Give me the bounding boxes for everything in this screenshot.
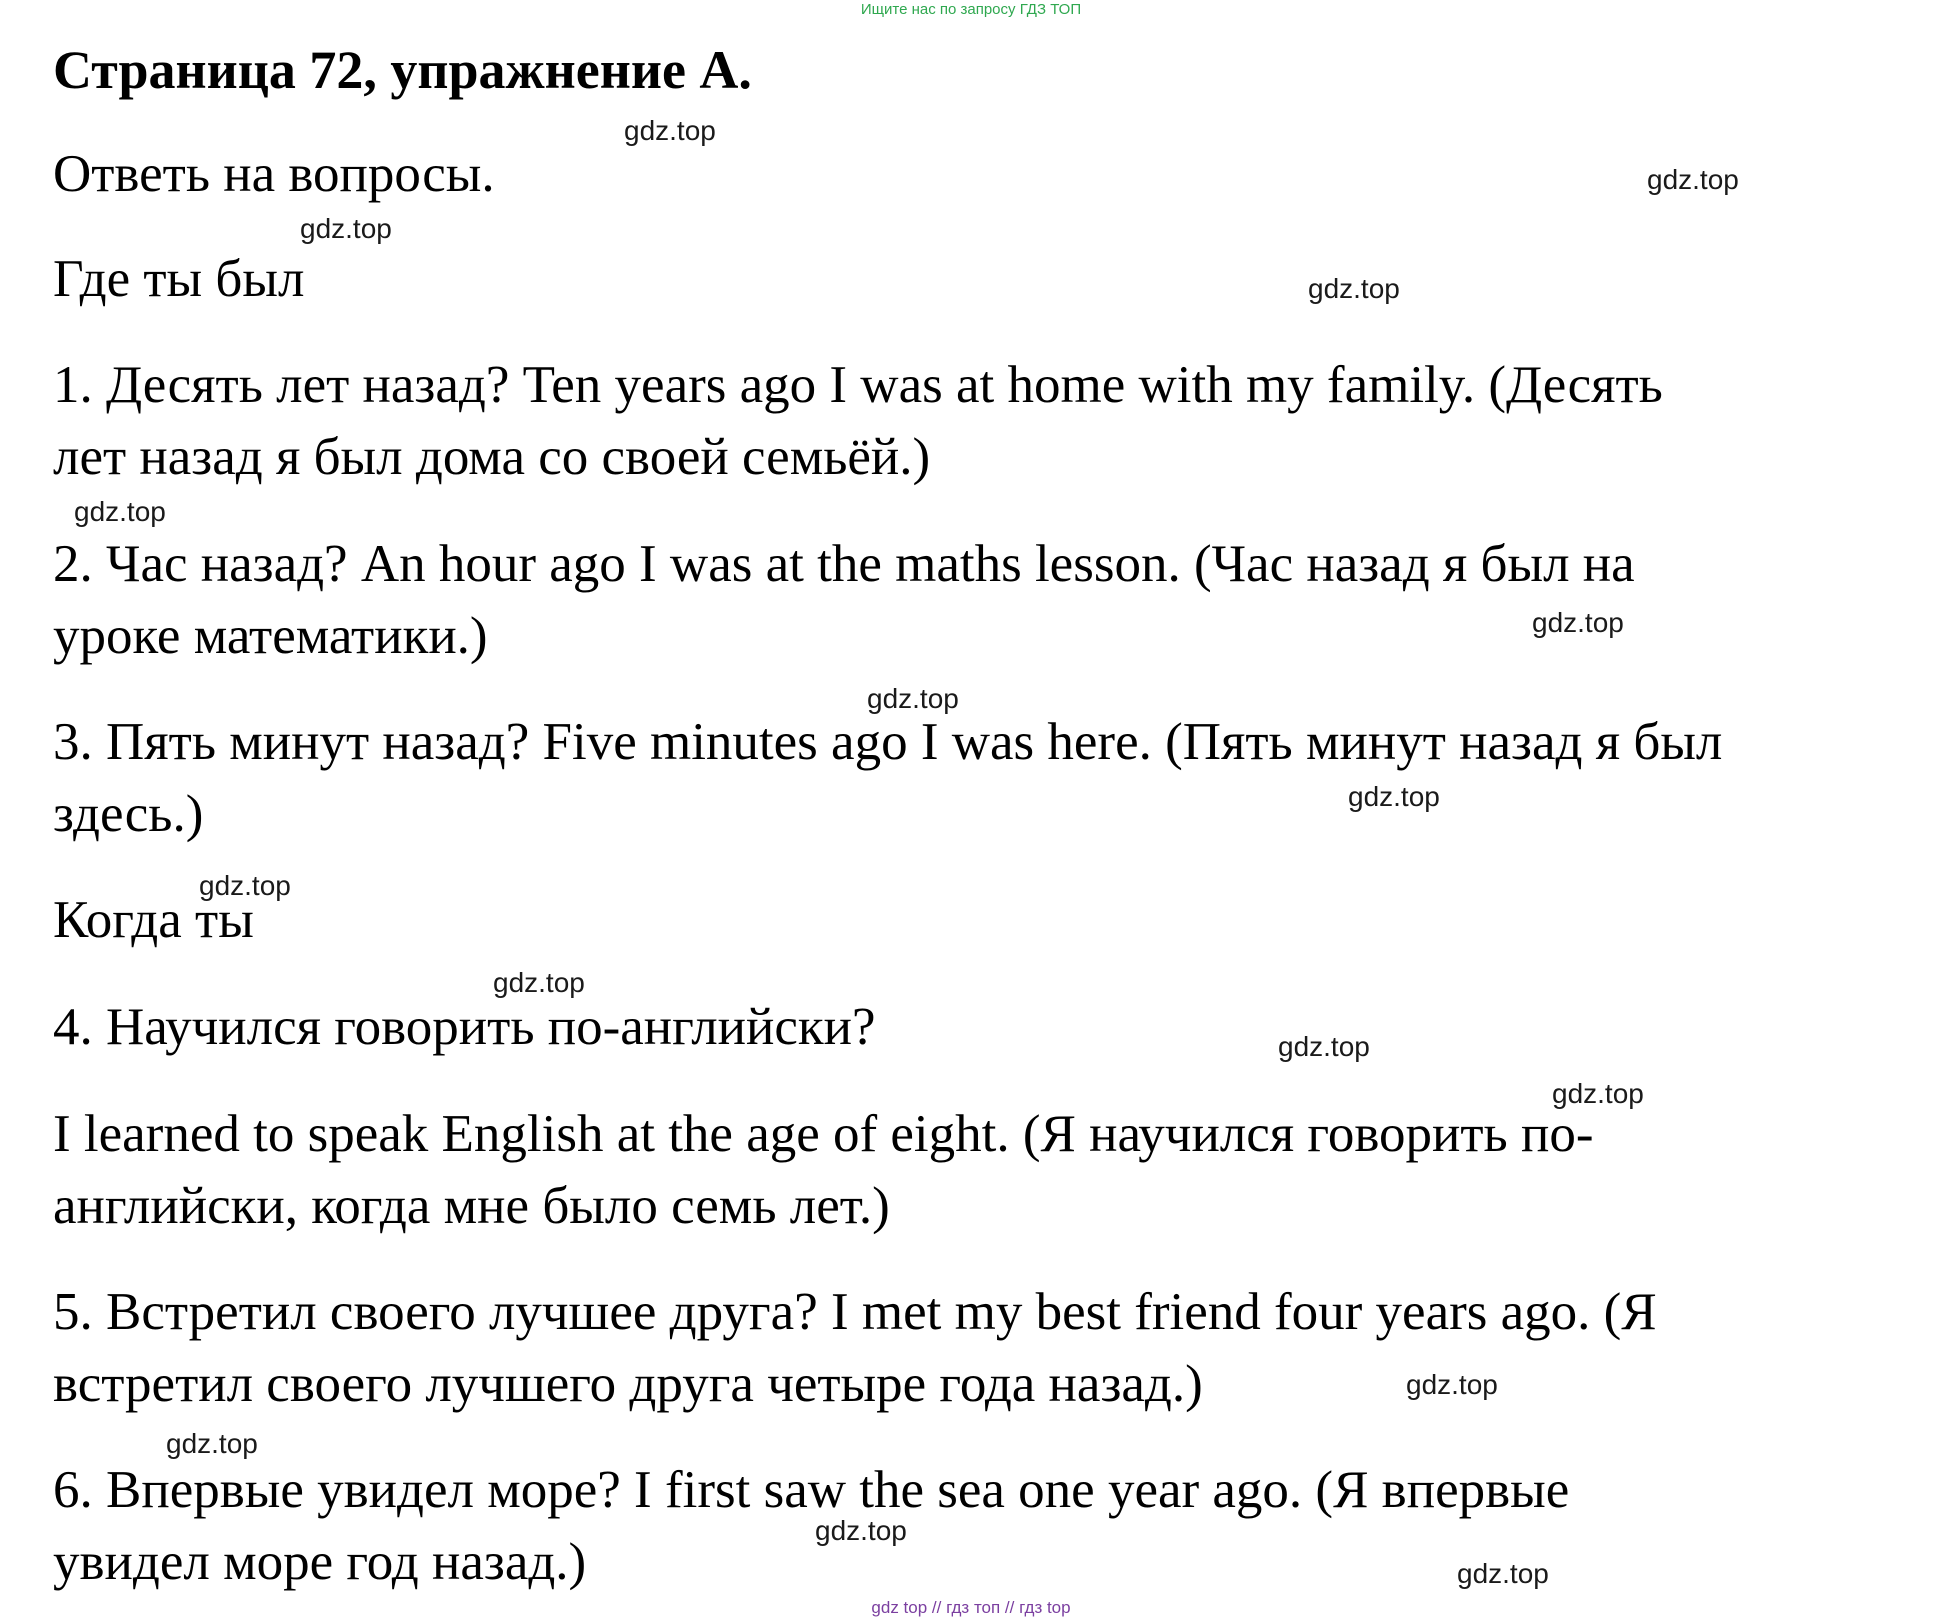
watermark: gdz.top: [867, 683, 959, 714]
watermark: gdz.top: [1552, 1078, 1644, 1109]
answer-2-line-2: уроке математики.): [53, 607, 488, 665]
watermark: gdz.top: [1532, 607, 1624, 638]
footer-watermark: gdz top // гдз топ // гдз top: [871, 1598, 1071, 1617]
answer-5-line-2: встретил своего лучшего друга четыре года назад.): [53, 1355, 1203, 1413]
answer-5-line-1: 5. Встретил своего лучшее друга? I met my best friend four years ago. (Я: [53, 1283, 1657, 1341]
top-banner: Ищите нас по запросу ГДЗ ТОП: [860, 1, 1082, 18]
answer-1-line-2: лет назад я был дома со своей семьёй.): [53, 428, 931, 486]
instruction: Ответь на вопросы.: [53, 145, 495, 203]
answer-4-line-2: английски, когда мне было семь лет.): [53, 1177, 890, 1235]
answer-6-line-2: увидел море год назад.): [53, 1533, 587, 1591]
watermark: gdz.top: [1647, 164, 1739, 195]
answer-6-line-1: 6. Впервые увидел море? I first saw the sea one year ago. (Я впервые: [53, 1461, 1570, 1519]
watermark: gdz.top: [1406, 1369, 1498, 1400]
section-heading-when: Когда ты: [53, 891, 254, 949]
watermark: gdz.top: [300, 213, 392, 244]
answer-4-line-1: I learned to speak English at the age of eight. (Я научился говорить по-: [53, 1105, 1594, 1163]
watermark: gdz.top: [493, 967, 585, 998]
answer-2-line-1: 2. Час назад? An hour ago I was at the maths lesson. (Час назад я был на: [53, 535, 1635, 593]
answer-3-line-1: 3. Пять минут назад? Five minutes ago I was here. (Пять минут назад я был: [53, 713, 1723, 771]
watermark: gdz.top: [166, 1428, 258, 1459]
section-heading-where: Где ты был: [53, 250, 305, 308]
answer-1-line-1: 1. Десять лет назад? Ten years ago I was at home with my family. (Десять: [53, 356, 1663, 414]
question-4: 4. Научился говорить по-английски?: [53, 998, 876, 1056]
page-title: Страница 72, упражнение А.: [53, 40, 752, 100]
watermark: gdz.top: [74, 496, 166, 527]
watermark: gdz.top: [1308, 273, 1400, 304]
watermark: gdz.top: [1457, 1558, 1549, 1589]
watermark: gdz.top: [815, 1515, 907, 1546]
watermark: gdz.top: [1278, 1031, 1370, 1062]
answer-3-line-2: здесь.): [53, 785, 204, 843]
watermark: gdz.top: [624, 115, 716, 146]
watermark: gdz.top: [199, 870, 291, 901]
watermark: gdz.top: [1348, 781, 1440, 812]
